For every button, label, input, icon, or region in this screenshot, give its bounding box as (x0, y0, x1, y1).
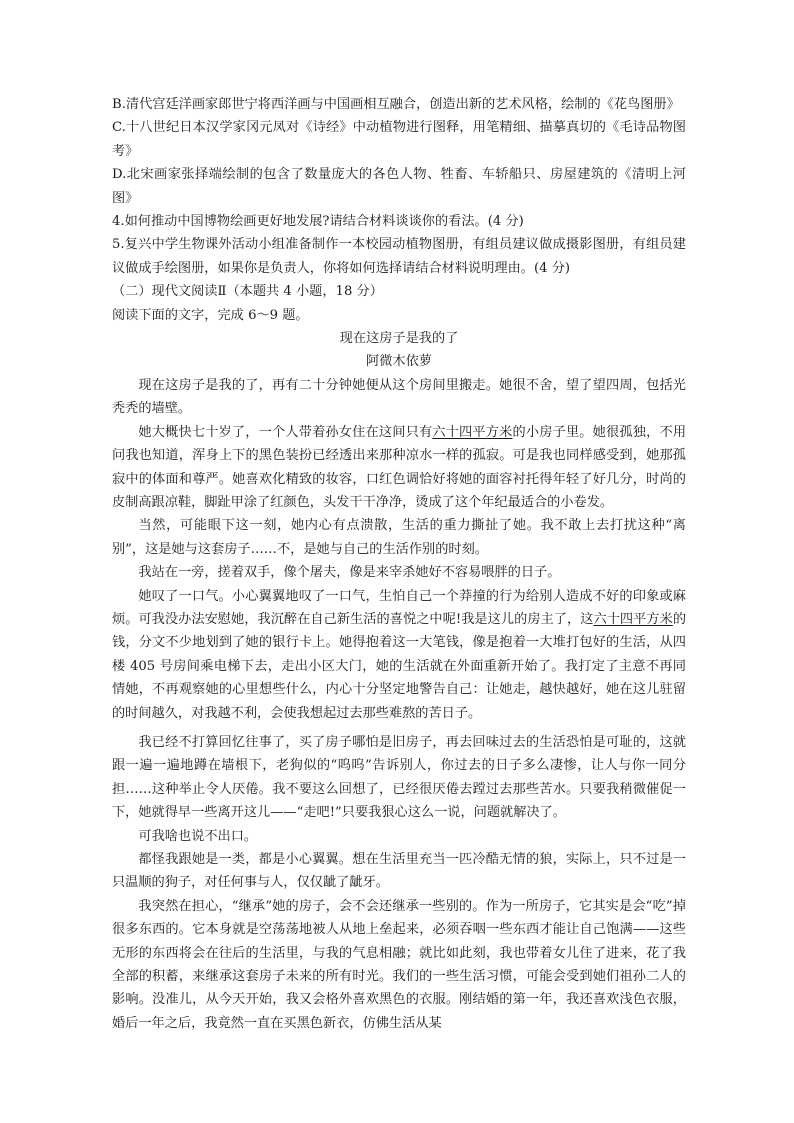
section-instruction: 阅读下面的文字，完成 6～9 题。 (112, 307, 309, 323)
article-title: 现在这房子是我的了 (339, 331, 459, 347)
underlined-phrase: 六十四平方米 (593, 611, 673, 627)
question-4: 4.如何推动中国博物绘画更好地发展?请结合材料谈谈你的看法。(4 分) (112, 214, 524, 230)
article-paragraph-4: 我站在一旁，搓着双手，像个屠夫，像是来宰杀她好不容易喂胖的日子。 (138, 565, 561, 581)
paragraph-text: 的钱，分文不少地划到了她的银行卡上。她得抱着这一大笔钱，像是抱着一大堆打包好的生活，从四楼 405 号房间乘电梯下去，走出小区大门，她的生活就在外面重新开始了。我打定了主意不再同情她，不再观察她的心里想些什么，内心十分坚定地警告自己：让她走，越快越好，她在这儿驻留的时间越久，对我越不利，会使我想起过去那些难熬的苦日子。 (112, 611, 687, 721)
article-author: 阿微木依萝 (366, 354, 432, 370)
article-paragraph-9: 我突然在担心，“继承”她的房子，会不会还继承一些别的。作为一所房子，它其实是会“吃”掉很多东西的。它本身就是空荡荡地被人从地上垒起来，必须吞咽一些东西才能让自己饱满——这些无形的东西将会在往后的生活里，与我的气息相融；就比如此刻，我也带着女儿住了进来，花了我全部的积蓄，来继承这套房子未来的所有时光。我们的一些生活习惯，可能会受到她们祖孙二人的影响。没准儿，从今天开始，我又会格外喜欢黑色的衣服。刚结婚的第一年，我还喜欢浅色衣服，婚后一年之后，我竟然一直在买黑色新衣，仿佛生活从某 (112, 898, 686, 1031)
article-paragraph-8: 都怪我跟她是一类，都是小心翼翼。想在生活里充当一匹冷酷无情的狼，实际上，只不过是一只温顺的狗子，对任何事与人，仅仅龇了龇牙。 (112, 852, 686, 891)
paragraph-text: 她叹了一口气。小心翼翼地叹了一口气，生怕自己一个莽撞的行为给别人造成不好的印象或麻烦。可我没办法安慰她，我沉醉在自己新生活的喜悦之中呢!我是这儿的房主了，这 (112, 588, 686, 627)
paragraph-text: 她大概快七十岁了，一个人带着孙女住在这间只有 (138, 424, 433, 440)
article-paragraph-2 (112, 421, 686, 515)
option-b: B.清代宫廷洋画家郎世宁将西洋画与中国画相互融合，创造出新的艺术风格，绘制的《花鸟图册》 (112, 97, 680, 112)
article-paragraph-1: 现在这房子是我的了，再有二十分钟她便从这个房间里搬走。她很不舍，望了望四周，包括光秃秃的墙壁。 (112, 377, 686, 417)
article-paragraph-7: 可我啥也说不出口。 (138, 828, 258, 844)
paragraph-text: 的小房子里。她很孤独，不用问我也知道，浑身上下的黑色装扮已经透出来那种凉水一样的孤寂。可是我也同样感受到，她那孤寂中的体面和尊严。她喜欢化精致的妆容，口红色调恰好将她的面容衬托得年轻了好几分，时尚的皮制高跟凉鞋，脚趾甲涂了红颜色，头发干干净净，烫成了这个年纪最适合的小卷发。 (112, 424, 687, 510)
option-c: C.十八世纪日本汉学家冈元凤对《诗经》中动植物进行图释，用笔精细、描摹真切的《毛诗品物图考》 (112, 120, 686, 159)
article-paragraph-3: 当然，可能眼下这一刻，她内心有点溃散，生活的重力撕扯了她。我不敢上去打扰这种“离别”，这是她与这套房子……不，是她与自己的生活作别的时刻。 (112, 518, 686, 557)
article-paragraph-6: 我已经不打算回忆往事了，买了房子哪怕是旧房子，再去回味过去的生活恐怕是可耻的，这就跟一遍一遍地蹲在墙根下，老狗似的“呜呜”告诉别人，你过去的日子多么凄惨，让人与你一同分担……这种举止令人厌倦。我不要这么回想了，已经很厌倦去蹚过去那些苦水。只要我稍微催促一下，她就得早一些离开这儿——“走吧!”只要我狠心这么一说，问题就解决了。 (112, 734, 686, 821)
question-5: 5.复兴中学生物课外活动小组准备制作一本校园动植物图册，有组员建议做成摄影图册，有组员建议做成手绘图册，如果你是负责人，你将如何选择请结合材料说明理由。(4 分) (112, 237, 686, 276)
document-page (112, 93, 686, 1035)
underlined-phrase: 六十四平方米 (432, 424, 513, 440)
option-d: D.北宋画家张择端绘制的包含了数量庞大的各色人物、牲畜、车轿船只、房屋建筑的《清明上河图》 (112, 167, 686, 206)
section-heading: （二）现代文阅读Ⅱ（本题共 4 小题，18 分） (112, 284, 383, 300)
article-paragraph-5 (112, 585, 686, 725)
